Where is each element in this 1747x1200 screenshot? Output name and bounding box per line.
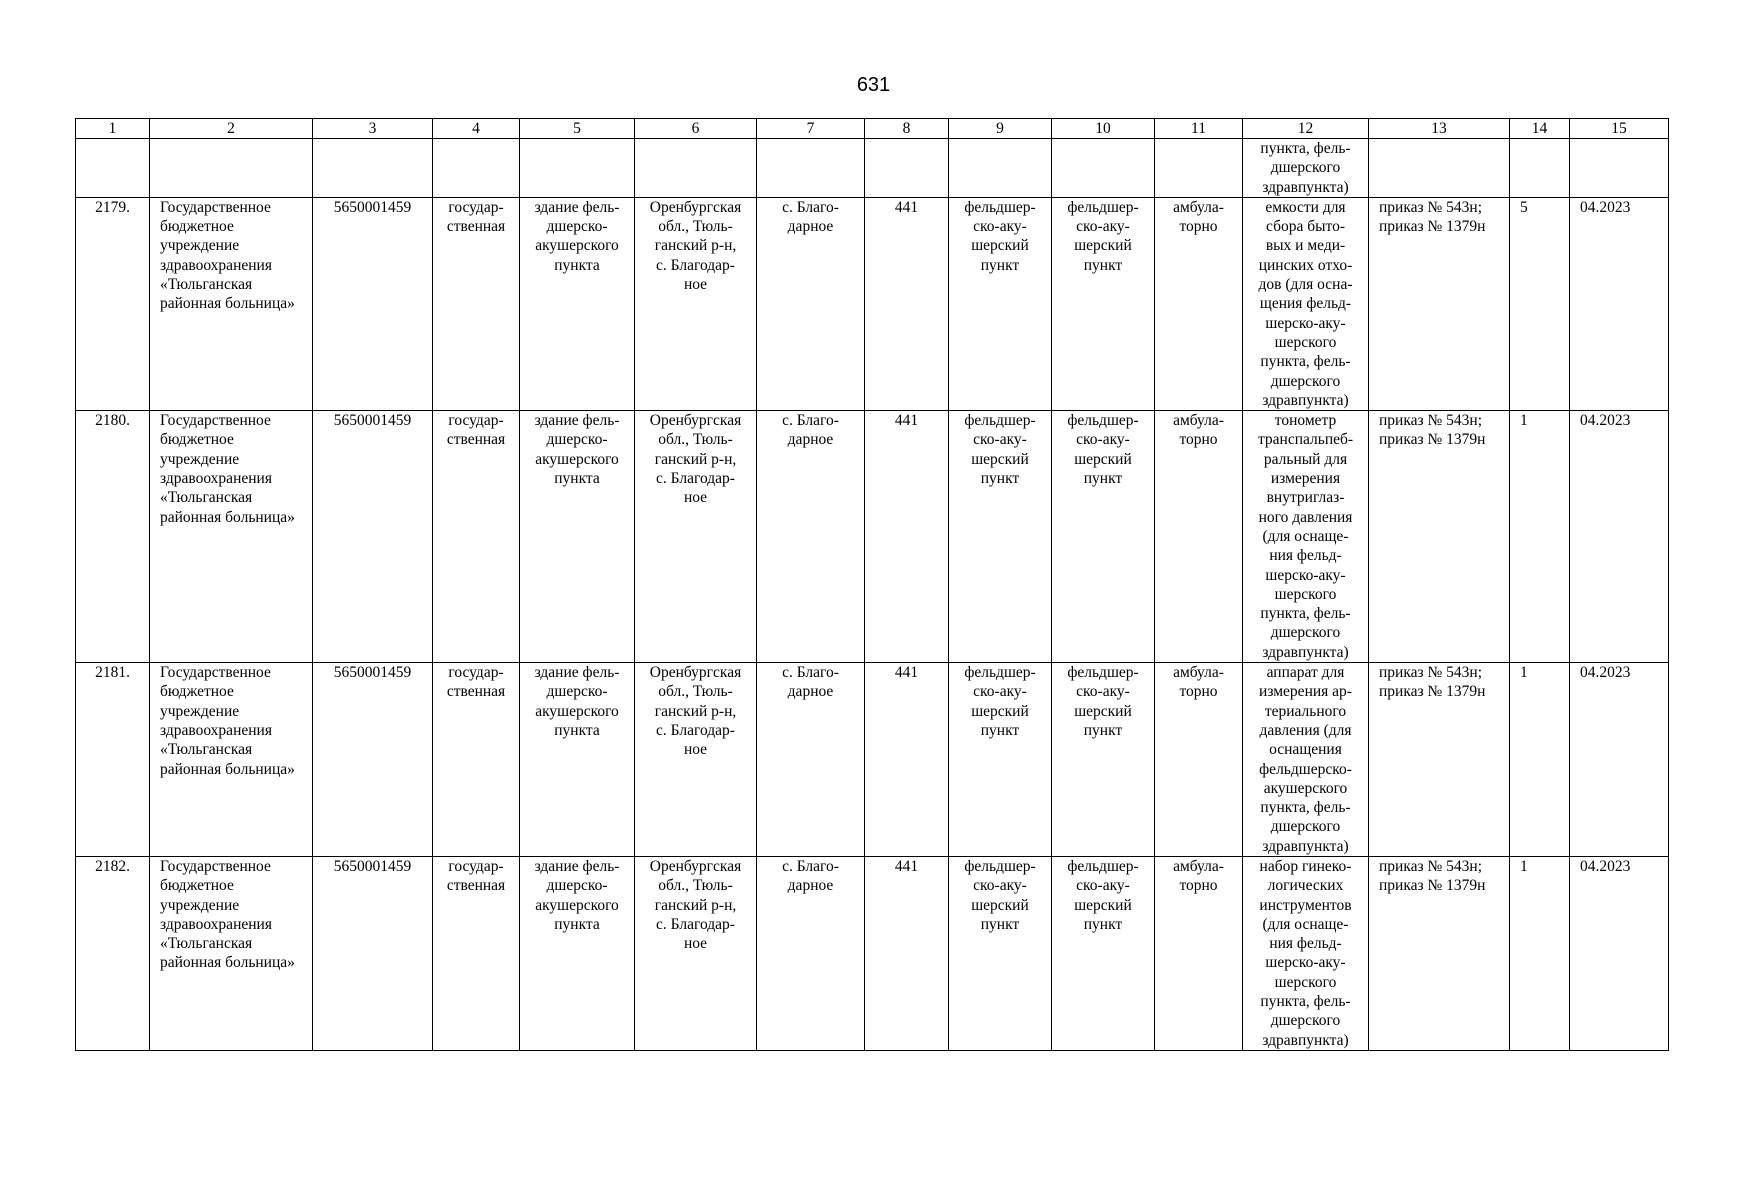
row-number: 2180.: [76, 411, 150, 663]
equipment: емкости для сбора быто- вых и меди- цинских отхо- дов (для осна- щения фельд- шерско-аку- шерского пункта, фель- дшерского здравпункта): [1243, 197, 1369, 410]
inn: 5650001459: [313, 856, 433, 1050]
code: 441: [865, 856, 949, 1050]
col-header: 13: [1369, 119, 1510, 139]
address: Оренбургская обл., Тюль- ганский р-н, с. Благодар- ное: [635, 663, 757, 857]
continuation-row: [76, 139, 1669, 198]
quantity: 1: [1510, 411, 1570, 663]
table-cell: [757, 139, 865, 198]
unit-type: фельдшер- ско-аку- шерский пункт: [949, 856, 1052, 1050]
address: Оренбургская обл., Тюль- ганский р-н, с. Благодар- ное: [635, 197, 757, 410]
col-header: 1: [76, 119, 150, 139]
table-cell: [949, 139, 1052, 198]
table-cell: [433, 139, 520, 198]
date: 04.2023: [1570, 197, 1669, 410]
table-row: [76, 856, 1669, 1050]
building: здание фель- дшерско- акушерского пункта: [520, 411, 635, 663]
table-cell: [1369, 139, 1510, 198]
row-number: 2181.: [76, 663, 150, 857]
care-type: амбула- торно: [1155, 197, 1243, 410]
table-cell: [1155, 139, 1243, 198]
unit-name: фельдшер- ско-аку- шерский пункт: [1052, 856, 1155, 1050]
table-row: [76, 663, 1669, 857]
order: приказ № 543н; приказ № 1379н: [1369, 197, 1510, 410]
care-type: амбула- торно: [1155, 411, 1243, 663]
date: 04.2023: [1570, 856, 1669, 1050]
header-row: [76, 119, 1669, 139]
equipment-continuation: пункта, фель- дшерского здравпункта): [1243, 139, 1369, 198]
settlement: с. Благо- дарное: [757, 411, 865, 663]
table-cell: [635, 139, 757, 198]
col-header: 14: [1510, 119, 1570, 139]
institution-name: Государственное бюджетное учреждение здравоохранения «Тюльганская районная больница»: [150, 411, 313, 663]
quantity: 1: [1510, 856, 1570, 1050]
building: здание фель- дшерско- акушерского пункта: [520, 663, 635, 857]
equipment: аппарат для измерения ар- териального давления (для оснащения фельдшерско- акушерского пункта, фель- дшерского здравпункта): [1243, 663, 1369, 857]
quantity: 5: [1510, 197, 1570, 410]
institution-name: Государственное бюджетное учреждение здравоохранения «Тюльганская районная больница»: [150, 197, 313, 410]
col-header: 11: [1155, 119, 1243, 139]
building: здание фель- дшерско- акушерского пункта: [520, 197, 635, 410]
order: приказ № 543н; приказ № 1379н: [1369, 411, 1510, 663]
ownership: государ- ственная: [433, 411, 520, 663]
address: Оренбургская обл., Тюль- ганский р-н, с. Благодар- ное: [635, 856, 757, 1050]
equipment: тонометр транспальпеб- ральный для измерения внутриглаз- ного давления (для оснаще- ния фельд- шерско-аку- шерского пункта, фель- дшерского здравпункта): [1243, 411, 1369, 663]
quantity: 1: [1510, 663, 1570, 857]
table-cell: [865, 139, 949, 198]
col-header: 4: [433, 119, 520, 139]
table-cell: [1570, 139, 1669, 198]
inn: 5650001459: [313, 411, 433, 663]
col-header: 12: [1243, 119, 1369, 139]
code: 441: [865, 197, 949, 410]
registry-table: [75, 118, 1669, 1051]
col-header: 2: [150, 119, 313, 139]
row-number: 2182.: [76, 856, 150, 1050]
table-cell: [313, 139, 433, 198]
table-cell: [1052, 139, 1155, 198]
table-row: [76, 411, 1669, 663]
table-cell: [150, 139, 313, 198]
unit-name: фельдшер- ско-аку- шерский пункт: [1052, 663, 1155, 857]
table-cell: [76, 139, 150, 198]
code: 441: [865, 411, 949, 663]
ownership: государ- ственная: [433, 856, 520, 1050]
unit-type: фельдшер- ско-аку- шерский пункт: [949, 197, 1052, 410]
col-header: 8: [865, 119, 949, 139]
page-number: 631: [856, 74, 891, 96]
ownership: государ- ственная: [433, 663, 520, 857]
col-header: 7: [757, 119, 865, 139]
building: здание фель- дшерско- акушерского пункта: [520, 856, 635, 1050]
date: 04.2023: [1570, 411, 1669, 663]
col-header: 10: [1052, 119, 1155, 139]
care-type: амбула- торно: [1155, 663, 1243, 857]
inn: 5650001459: [313, 663, 433, 857]
col-header: 9: [949, 119, 1052, 139]
equipment: набор гинеко- логических инструментов (для оснаще- ния фельд- шерско-аку- шерского пункта, фель- дшерского здравпункта): [1243, 856, 1369, 1050]
care-type: амбула- торно: [1155, 856, 1243, 1050]
col-header: 6: [635, 119, 757, 139]
table-cell: [1510, 139, 1570, 198]
order: приказ № 543н; приказ № 1379н: [1369, 663, 1510, 857]
date: 04.2023: [1570, 663, 1669, 857]
unit-name: фельдшер- ско-аку- шерский пункт: [1052, 411, 1155, 663]
code: 441: [865, 663, 949, 857]
unit-name: фельдшер- ско-аку- шерский пункт: [1052, 197, 1155, 410]
row-number: 2179.: [76, 197, 150, 410]
address: Оренбургская обл., Тюль- ганский р-н, с. Благодар- ное: [635, 411, 757, 663]
table-row: [76, 197, 1669, 410]
order: приказ № 543н; приказ № 1379н: [1369, 856, 1510, 1050]
inn: 5650001459: [313, 197, 433, 410]
col-header: 15: [1570, 119, 1669, 139]
institution-name: Государственное бюджетное учреждение здравоохранения «Тюльганская районная больница»: [150, 663, 313, 857]
unit-type: фельдшер- ско-аку- шерский пункт: [949, 663, 1052, 857]
settlement: с. Благо- дарное: [757, 856, 865, 1050]
table-cell: [520, 139, 635, 198]
ownership: государ- ственная: [433, 197, 520, 410]
col-header: 5: [520, 119, 635, 139]
institution-name: Государственное бюджетное учреждение здравоохранения «Тюльганская районная больница»: [150, 856, 313, 1050]
settlement: с. Благо- дарное: [757, 197, 865, 410]
settlement: с. Благо- дарное: [757, 663, 865, 857]
col-header: 3: [313, 119, 433, 139]
unit-type: фельдшер- ско-аку- шерский пункт: [949, 411, 1052, 663]
